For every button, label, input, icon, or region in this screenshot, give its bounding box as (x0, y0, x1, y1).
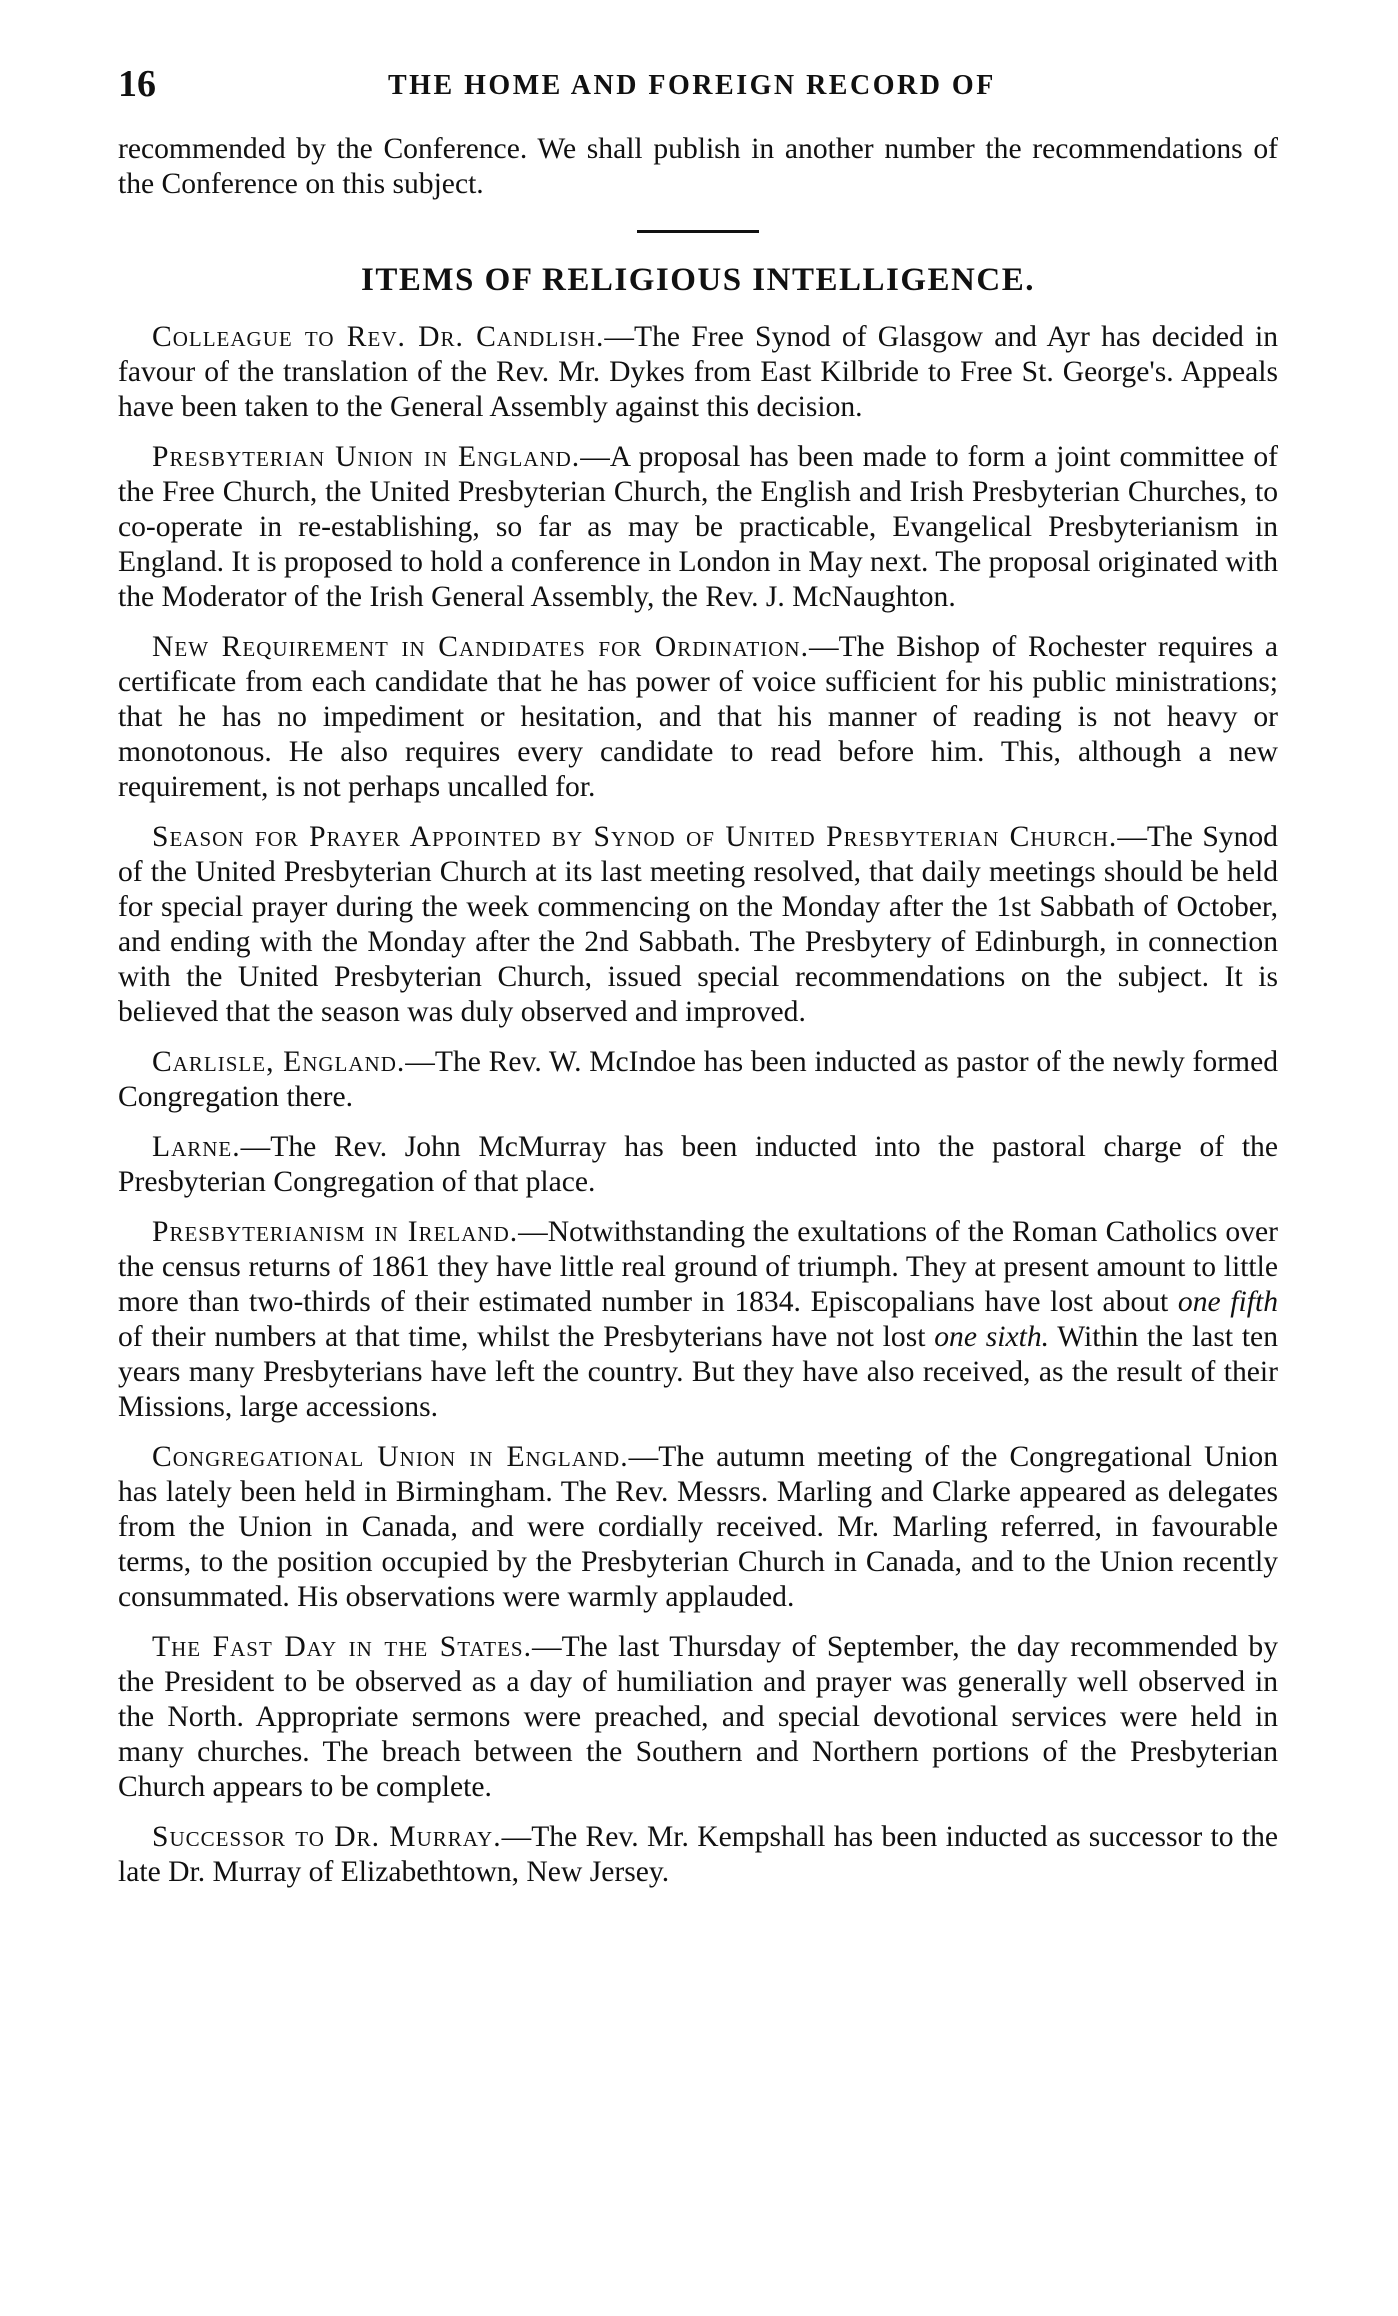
item-text: —The Rev. John McMurray has been inducted into the pastoral charge of the Presbyterian Congregation of that place. (118, 1131, 1278, 1198)
item-heading: New Requirement in Candidates for Ordination. (152, 631, 809, 663)
page-number: 16 (118, 63, 156, 105)
news-item (118, 440, 1278, 615)
item-heading: The Fast Day in the States. (152, 1631, 532, 1663)
page-header (118, 62, 1278, 108)
item-text: Within the last ten years many Presbyterians have left the country. But they have also received, as the result of their Missions, large accessions. (118, 1321, 1278, 1423)
intro-paragraph: recommended by the Conference. We shall publish in another number the recommendations of the Conference on this subject. (118, 133, 1278, 200)
running-head: THE HOME AND FOREIGN RECORD OF (388, 70, 996, 101)
item-text: —Notwithstanding the exultations of the Roman Catholics over the census returns of 1861 they have little real ground of triumph. They at present amount to little more than two-thirds of their estimated number in 1834. Episcopalians have lost about (118, 1216, 1278, 1318)
item-heading: Carlisle, England. (152, 1046, 406, 1078)
item-emphasis: one fifth (1177, 1286, 1278, 1318)
section-divider (637, 230, 759, 233)
news-item (118, 320, 1278, 425)
item-text: —The Bishop of Rochester requires a certificate from each candidate that he has power of voice sufficient for his public ministrations; that he has no impediment or hesitation, and that his manner of reading is not heavy or monotonous. He also requires every candidate to read before him. This, although a new requirement, is not perhaps uncalled for. (118, 631, 1278, 803)
item-heading: Presbyterianism in Ireland. (152, 1216, 519, 1248)
item-text: —The Rev. W. McIndoe has been inducted as pastor of the newly formed Congregation there. (118, 1046, 1279, 1113)
item-heading: Season for Prayer Appointed by Synod of United Presbyterian Church. (152, 821, 1118, 853)
news-item (118, 1045, 1278, 1115)
item-heading: Successor to Dr. Murray. (152, 1821, 502, 1853)
news-item (118, 1630, 1278, 1805)
item-text: —The last Thursday of September, the day recommended by the President to be observed as a day of humiliation and prayer was generally well observed in the North. Appropriate sermons were preached, and special devotional services were held in many churches. The breach between the Southern and Northern portions of the Presbyterian Church appears to be complete. (118, 1631, 1278, 1803)
news-item (118, 820, 1278, 1030)
item-text: —The Free Synod of Glasgow and Ayr has decided in favour of the translation of the Rev. Mr. Dykes from East Kilbride to Free St. George's. Appeals have been taken to the General Assembly against this decision. (118, 321, 1278, 423)
news-item (118, 1440, 1278, 1615)
item-heading: Larne. (152, 1131, 241, 1163)
item-text: —A proposal has been made to form a joint committee of the Free Church, the United Presbyterian Church, the English and Irish Presbyterian Churches, to co-operate in re-establishing, so far as may be practicable, Evangelical Presbyterianism in England. It is proposed to hold a conference in London in May next. The proposal originated with the Moderator of the Irish General Assembly, the Rev. J. McNaughton. (118, 441, 1278, 613)
item-text: —The Rev. Mr. Kempshall has been inducted as successor to the late Dr. Murray of Elizabethtown, New Jersey. (118, 1821, 1278, 1888)
item-heading: Colleague to Rev. Dr. Candlish. (152, 321, 605, 353)
news-item (118, 1820, 1278, 1890)
news-item (118, 1130, 1278, 1200)
item-text: of their numbers at that time, whilst the Presbyterians have not lost (118, 1321, 935, 1353)
news-item (118, 1215, 1278, 1425)
item-heading: Presbyterian Union in England. (152, 441, 581, 473)
item-emphasis: one sixth. (934, 1321, 1050, 1353)
section-title: ITEMS OF RELIGIOUS INTELLIGENCE. (361, 262, 1035, 298)
item-text: —The Synod of the United Presbyterian Church at its last meeting resolved, that daily meetings should be held for special prayer during the week commencing on the Monday after the 1st Sabbath of October, and ending with the Monday after the 2nd Sabbath. The Presbytery of Edinburgh, in connection with the United Presbyterian Church, issued special recommendations on the subject. It is believed that the season was duly observed and improved. (118, 821, 1278, 1028)
body-text (118, 132, 1278, 1905)
news-item (118, 630, 1278, 805)
item-text: —The autumn meeting of the Congregational Union has lately been held in Birmingham. The Rev. Messrs. Marling and Clarke appeared as delegates from the Union in Canada, and were cordially received. Mr. Marling referred, in favourable terms, to the position occupied by the Presbyterian Church in Canada, and to the Union recently consummated. His observations were warmly applauded. (118, 1441, 1278, 1613)
item-heading: Congregational Union in England. (152, 1441, 629, 1473)
